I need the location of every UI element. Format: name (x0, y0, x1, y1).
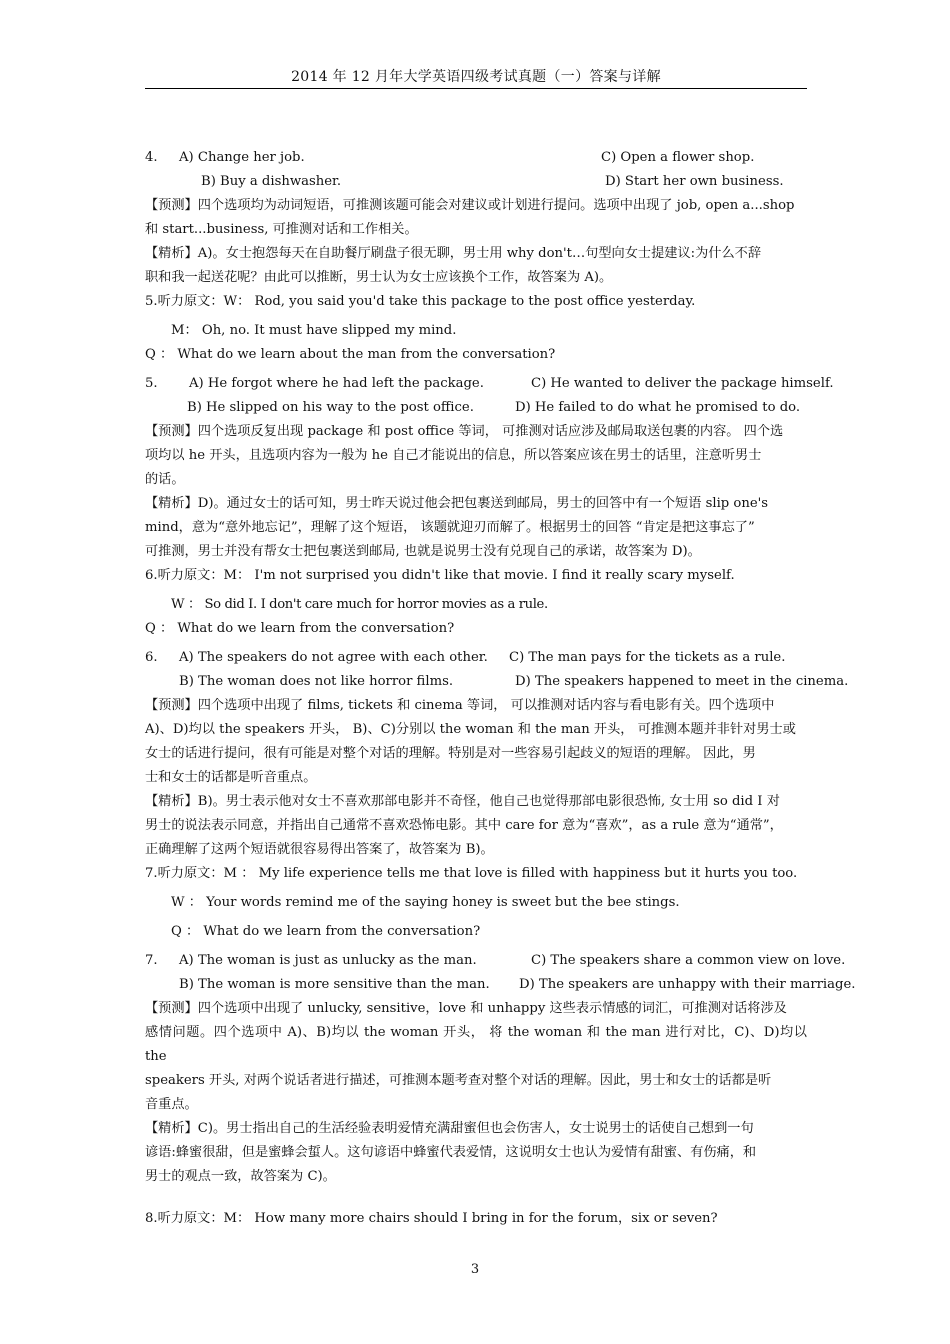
question-number: 5. (145, 376, 158, 391)
option-b: B) The woman does not like horror films. (179, 674, 454, 689)
q7-script-q: Q ： What do we learn from the conversation? (171, 924, 481, 939)
option-c: C) The speakers share a common view on love. (531, 953, 846, 968)
option-d: D) The speakers are unhappy with their marriage. (519, 977, 856, 992)
page-body (145, 146, 856, 1231)
page-header-title: 2014 年 12 月年大学英语四级考试真题（一）答案与详解 (291, 69, 661, 85)
q5-script-m: M： Oh, no. It must have slipped my mind. (171, 323, 457, 338)
question-number: 6. (145, 650, 158, 665)
option-d: D) The speakers happened to meet in the cinema. (515, 674, 849, 689)
q7-script-m: 7.听力原文：M ： My life experience tells me that love is filled with happiness but it hurts you too. (145, 866, 798, 881)
option-a: A) He forgot where he had left the package. (189, 376, 484, 391)
q8-script-m: 8.听力原文：M： How many more chairs should I bring in for the forum，six or seven? (145, 1211, 718, 1226)
q4-options-row-2 (145, 170, 807, 194)
q6-script-m: 6.听力原文：M： I'm not surprised you didn't like that movie. I find it really scary myself. (145, 568, 735, 583)
option-d: D) He failed to do what he promised to do. (515, 400, 801, 415)
option-b: B) The woman is more sensitive than the man. (179, 977, 490, 992)
option-a: A) The speakers do not agree with each other. (179, 650, 488, 665)
q5-script-q: Q ： What do we learn about the man from the conversation? (145, 347, 556, 362)
q4-options-row-1 (145, 146, 807, 170)
q6-options-row-2 (145, 670, 849, 694)
q7-options-row-1 (145, 949, 846, 973)
option-d: D) Start her own business. (605, 174, 784, 189)
q6-script-q: Q ： What do we learn from the conversation? (145, 621, 455, 636)
q7-options-row-2 (145, 973, 856, 997)
option-c: C) The man pays for the tickets as a rule. (509, 650, 786, 665)
q6-script-w: W ： So did I. I don't care much for horror movies as a rule. (171, 597, 548, 612)
option-b: B) He slipped on his way to the post office. (187, 400, 474, 415)
q4-predict: 【预测】四个选项均为动词短语，可推测该题可能会对建议或计划进行提问。选项中出现了 job, open a...shop 和 start...business, 可推测对话和工作相关。 (145, 198, 795, 237)
option-b: B) Buy a dishwasher. (201, 174, 342, 189)
q6-analysis: 【精析】B)。男士表示他对女士不喜欢那部电影并不奇怪，他自己也觉得那部电影很恐怖, 女士用 so did I 对 男士的说法表示同意，并指出自己通常不喜欢恐怖电影。其中 care for 意为“喜欢”，as a rule 意为“通常”， 正确理解了这两个短语就很容易得出答案了，故答案为 B)。 (145, 794, 783, 857)
option-c: C) Open a flower shop. (601, 150, 755, 165)
q5-options-row-1 (145, 372, 834, 396)
page-number: 3 (470, 1262, 480, 1277)
q7-predict: 【预测】四个选项中出现了 unlucky, sensitive，love 和 unhappy 这些表示情感的词汇，可推测对话将涉及 感情问题。四个选项中 A)、B)均以 the woman 开头， 将 the woman 和 the man 进行对比，C)、D)均以 the speakers 开头, 对两个说话者进行描述，可推测本题考查对整个对话的理解。因此，男士和女士的话都是听 音重点。 (145, 1001, 807, 1112)
option-c: C) He wanted to deliver the package himself. (531, 376, 834, 391)
option-a: A) The woman is just as unlucky as the man. (179, 953, 477, 968)
question-number: 4. (145, 150, 158, 165)
q6-options-row-1 (145, 646, 807, 670)
header-rule (145, 88, 807, 89)
q5-predict: 【预测】四个选项反复出现 package 和 post office 等词， 可推测对话应涉及邮局取送包裹的内容。 四个选 项均以 he 开头，且选项内容为一般为 he 自己才能说出的信息，所以答案应该在男士的话里，注意听男士 的话。 (145, 424, 784, 487)
q5-options-row-2 (145, 396, 807, 420)
q7-script-w: W ： Your words remind me of the saying honey is sweet but the bee stings. (171, 895, 680, 910)
q5-script-w: 5.听力原文：W： Rod, you said you'd take this package to the post office yesterday. (145, 294, 696, 309)
q6-predict: 【预测】四个选项中出现了 films, tickets 和 cinema 等词， 可以推测对话内容与看电影有关。四个选项中 A)、D)均以 the speakers 开头， B)、C)分别以 the woman 和 the man 开头， 可推测本题并非针对男士或 女士的话进行提问，很有可能是对整个对话的理解。特别是对一些容易引起歧义的短语的理解。 因此，男 士和女士的话都是听音重点。 (145, 698, 796, 785)
q4-analysis: 【精析】A)。女士抱怨每天在自助餐厅刷盘子很无聊，男士用 why don't…句型向女士提建议:为什么不辞 职和我一起送花呢？由此可以推断，男士认为女士应该换个工作，故答案为 A)。 (145, 246, 762, 285)
question-number: 7. (145, 953, 158, 968)
option-a: A) Change her job. (179, 150, 305, 165)
q5-analysis: 【精析】D)。通过女士的话可知，男士昨天说过他会把包裹送到邮局，男士的回答中有一个短语 slip one's mind，意为“意外地忘记”，理解了这个短语， 该题就迎刃而解了。根据男士的回答 “肯定是把这事忘了” 可推测，男士并没有帮女士把包裹送到邮局, 也就是说男士没有兑现自己的承诺，故答案为 D)。 (145, 496, 769, 559)
q7-analysis: 【精析】C)。男士指出自己的生活经验表明爱情充满甜蜜但也会伤害人，女士说男士的话使自己想到一句 谚语:蜂蜜很甜，但是蜜蜂会蜇人。这句谚语中蜂蜜代表爱情，这说明女士也认为爱情有甜蜜、有伤痛，和 男士的观点一致，故答案为 C)。 (145, 1121, 757, 1184)
